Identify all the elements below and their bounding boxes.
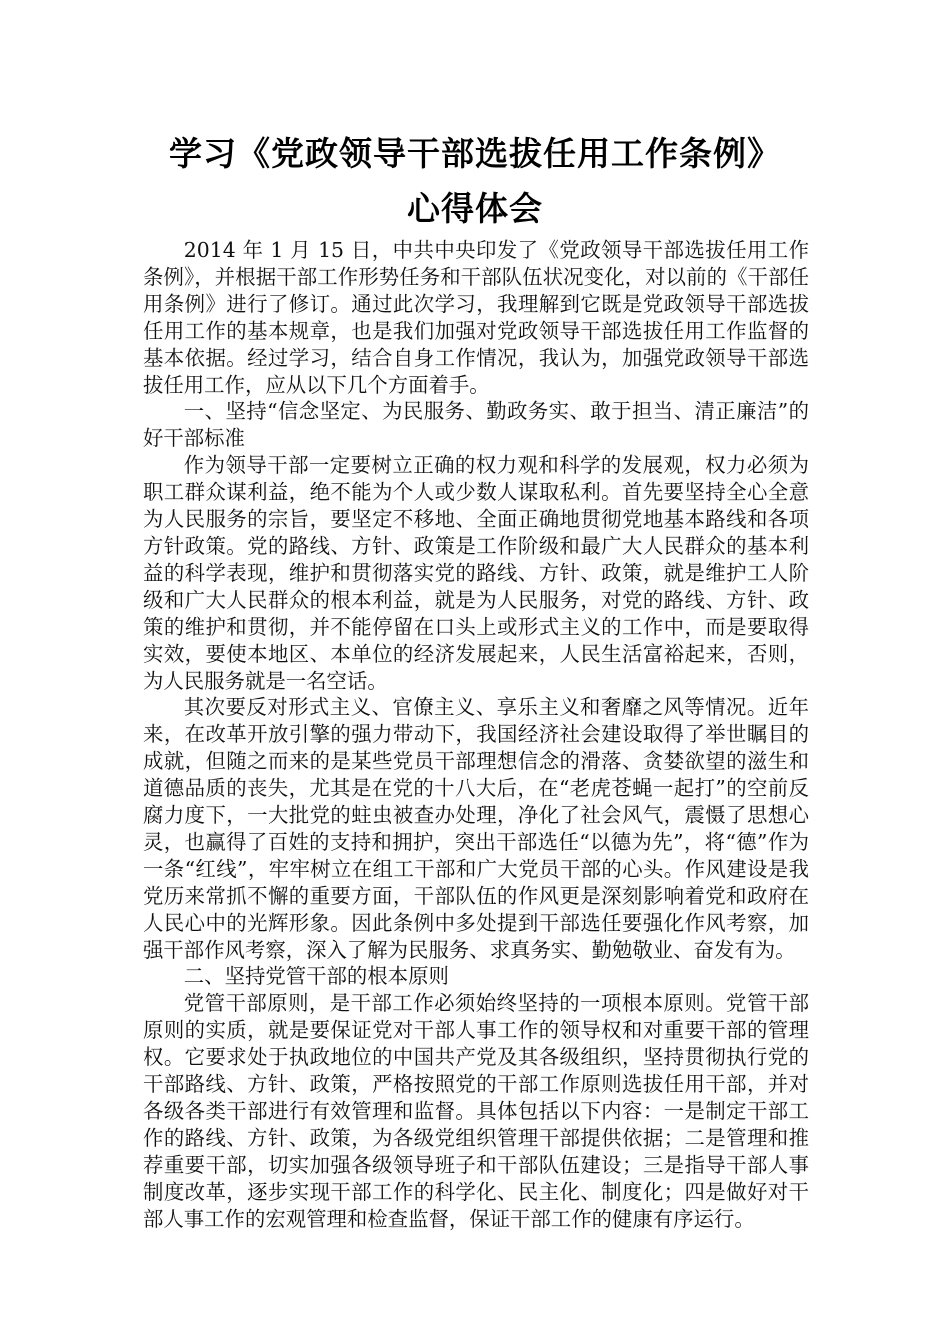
document-title bbox=[90, 126, 860, 236]
paragraph-section-1-a: 作为领导干部一定要树立正确的权力观和科学的发展观，权力必须为职工群众谋利益，绝不能为个人或少数人谋取私利。首先要坚持全心全意为人民服务的宗旨，要坚定不移地、全面正确地贯彻党地基本路线和各项方针政策。党的路线、方针、政策是工作阶级和最广大人民群众的基本利益的科学表现，维护和贯彻落实党的路线、方针、政策，就是维护工人阶级和广大人民群众的根本利益，就是为人民服务，对党的路线、方针、政策的维护和贯彻，并不能停留在口头上或形式主义的工作中，而是要取得实效，要使本地区、本单位的经济发展起来，人民生活富裕起来，否则，为人民服务就是一名空话。 bbox=[143, 453, 809, 693]
paragraph-intro: 2014 年 1 月 15 日，中共中央印发了《党政领导干部选拔任用工作条例》，并根据干部工作形势任务和干部队伍状况变化，对以前的《干部任用条例》进行了修订。通过此次学习，我理解到它既是党政领导干部选拔任用工作的基本规章，也是我们加强对党政领导干部选拔任用工作监督的基本依据。经过学习，结合自身工作情况，我认为，加强党政领导干部选拔任用工作，应从以下几个方面着手。 bbox=[143, 238, 809, 397]
section-heading-1: 一、坚持“信念坚定、为民服务、勤政务实、敢于担当、清正廉洁”的好干部标准 bbox=[143, 399, 809, 451]
document-body bbox=[143, 237, 809, 1233]
title-line-2: 心得体会 bbox=[407, 189, 543, 228]
paragraph-section-1-b: 其次要反对形式主义、官僚主义、享乐主义和奢靡之风等情况。近年来，在改革开放引擎的强力带动下，我国经济社会建设取得了举世瞩目的成就，但随之而来的是某些党员干部理想信念的滑落、贪婪欲望的滋生和道德品质的丧失，尤其是在党的十八大后，在“老虎苍蝇一起打”的空前反腐力度下，一大批党的蛀虫被查办处理，净化了社会风气，震慑了思想心灵，也赢得了百姓的支持和拥护，突出干部选任“以德为先”，将“德”作为一条“红线”，牢牢树立在组工干部和广大党员干部的心头。作风建设是我党历来常抓不懈的重要方面，干部队伍的作风更是深刻影响着党和政府在人民心中的光辉形象。因此条例中多处提到干部选任要强化作风考察，加强干部作风考察，深入了解为民服务、求真务实、勤勉敬业、奋发有为。 bbox=[143, 695, 809, 962]
title-line-1: 学习《党政领导干部选拔任用工作条例》 bbox=[169, 134, 781, 173]
section-heading-2: 二、坚持党管干部的根本原则 bbox=[183, 964, 449, 989]
paragraph-section-2: 党管干部原则，是干部工作必须始终坚持的一项根本原则。党管干部原则的实质，就是要保证党对干部人事工作的领导权和对重要干部的管理权。它要求处于执政地位的中国共产党及其各级组织，坚持贯彻执行党的干部路线、方针、政策，严格按照党的干部工作原则选拔任用干部，并对各级各类干部进行有效管理和监督。具体包括以下内容：一是制定干部工作的路线、方针、政策，为各级党组织管理干部提供依据；二是管理和推荐重要干部，切实加强各级领导班子和干部队伍建设；三是指导干部人事制度改革，逐步实现干部工作的科学化、民主化、制度化；四是做好对干部人事工作的宏观管理和检查监督，保证干部工作的健康有序运行。 bbox=[143, 991, 809, 1231]
